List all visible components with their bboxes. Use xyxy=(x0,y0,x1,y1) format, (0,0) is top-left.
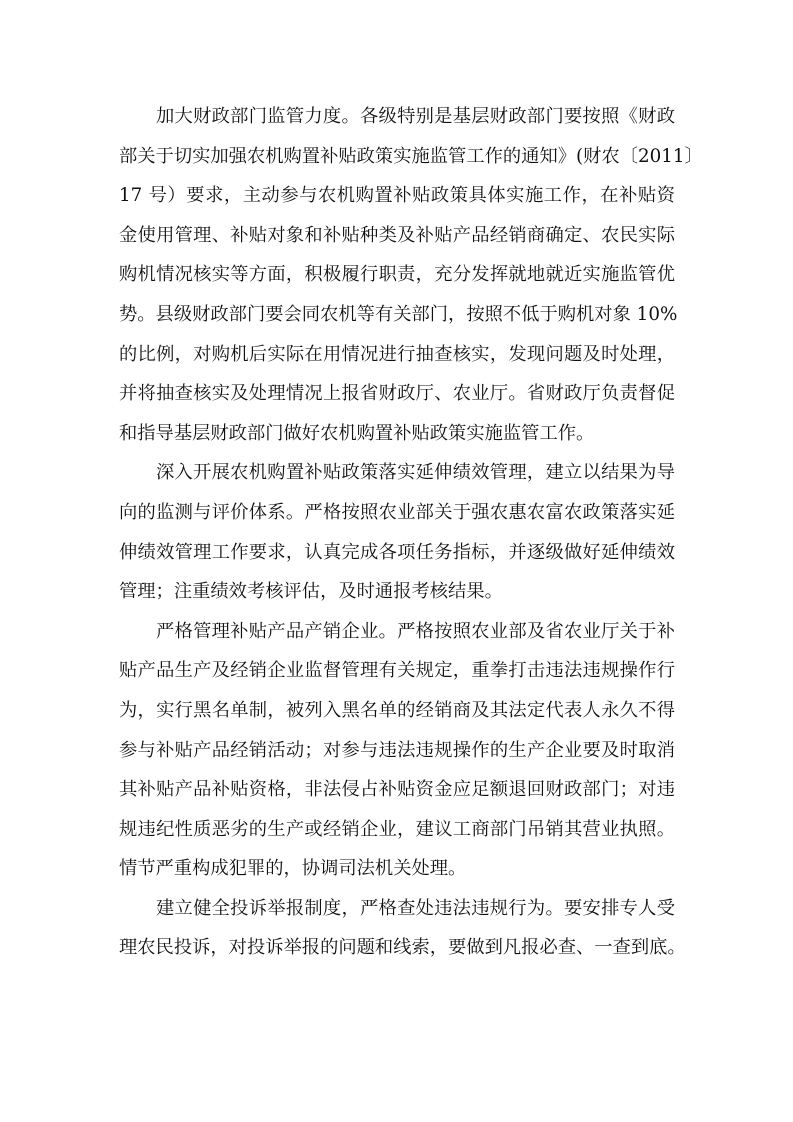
paragraph-performance xyxy=(119,453,675,611)
text-line: 势。县级财政部门要会同农机等有关部门，按照不低于购机对象 10% xyxy=(119,303,678,325)
paragraph-enterprises xyxy=(119,612,675,889)
text-line: 向的监测与评价体系。严格按照农业部关于强农惠农富农政策落实延 xyxy=(119,501,675,523)
text-line: 贴产品生产及经销企业监督管理有关规定，重拳打击违法违规操作行 xyxy=(119,660,675,682)
text-line: 建立健全投诉举报制度，严格查处违法违规行为。要安排专人受 xyxy=(156,897,675,919)
text-line: 理农民投诉，对投诉举报的问题和线索，要做到凡报必查、一查到底。 xyxy=(119,937,686,959)
text-line: 情节严重构成犯罪的，协调司法机关处理。 xyxy=(119,858,467,880)
paragraph-complaints xyxy=(119,889,686,968)
paragraph-supervision xyxy=(119,97,703,453)
text-line: 参与补贴产品经销活动；对参与违法违规操作的生产企业要及时取消 xyxy=(119,739,675,761)
text-line: 为，实行黑名单制，被列入黑名单的经销商及其法定代表人永久不得 xyxy=(119,699,675,721)
text-line: 并将抽查核实及处理情况上报省财政厅、农业厅。省财政厅负责督促 xyxy=(119,383,675,405)
text-line: 17 号）要求，主动参与农机购置补贴政策具体实施工作，在补贴资 xyxy=(119,185,675,207)
text-line: 部关于切实加强农机购置补贴政策实施监管工作的通知》(财农〔2011〕 xyxy=(119,145,703,167)
text-line: 其补贴产品补贴资格，非法侵占补贴资金应足额退回财政部门；对违 xyxy=(119,779,675,801)
text-line: 深入开展农机购置补贴政策落实延伸绩效管理，建立以结果为导 xyxy=(156,462,675,484)
text-line: 金使用管理、补贴对象和补贴种类及补贴产品经销商确定、农民实际 xyxy=(119,224,675,246)
text-line: 加大财政部门监管力度。各级特别是基层财政部门要按照《财政 xyxy=(156,106,675,127)
text-line: 管理；注重绩效考核评估，及时通报考核结果。 xyxy=(119,581,503,603)
text-line: 和指导基层财政部门做好农机购置补贴政策实施监管工作。 xyxy=(119,422,595,444)
document-body xyxy=(119,97,703,968)
text-line: 购机情况核实等方面，积极履行职责，充分发挥就地就近实施监管优 xyxy=(119,264,675,286)
text-line: 伸绩效管理工作要求，认真完成各项任务指标，并逐级做好延伸绩效 xyxy=(119,541,675,563)
text-line: 严格管理补贴产品产销企业。严格按照农业部及省农业厅关于补 xyxy=(156,620,675,642)
text-line: 规违纪性质恶劣的生产或经销企业，建议工商部门吊销其营业执照。 xyxy=(119,818,675,840)
text-line: 的比例，对购机后实际在用情况进行抽查核实，发现问题及时处理， xyxy=(119,343,675,365)
